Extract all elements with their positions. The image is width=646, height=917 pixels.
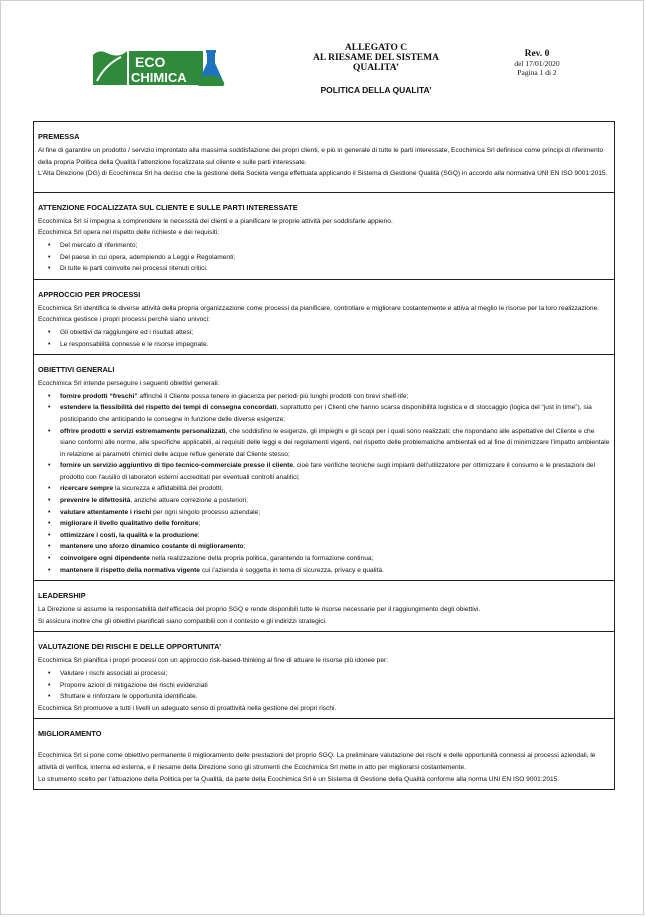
list-item: • Sfruttare e rinforzare le opportunità identificate. — [60, 691, 610, 703]
objective-keyword: fornire un servizio aggiuntivo di tipo tecnico-commerciale presso il cliente — [60, 462, 294, 470]
list-item: • Gli obiettivi da raggiungere ed i risultati attesi; — [60, 327, 610, 339]
paragraph: Ecochimica Srl intende perseguire i seguenti obiettivi generali: — [38, 380, 220, 388]
paragraph: Al fine di garantire un prodotto / servizio improntato alla massima soddisfazione dei propri clienti, e più in generale di tutte le parti interessate, Ecochimica Srl definisce come principi di riferimento della propria Politica della Qualità l’attenzione focalizzata sul cliente e sulle parti interessate. — [38, 147, 604, 166]
objective-keyword: mantenere uno sforzo dinamico costante di miglioramento — [60, 543, 244, 551]
objective-keyword: mantenere il rispetto della normativa vigente — [60, 566, 200, 574]
section-title: PREMESSA — [38, 132, 80, 141]
objective-text: nella realizzazione della propria politica, garantendo la formazione continua; — [149, 555, 374, 563]
objective-text: per ogni singolo processo aziendale; — [151, 508, 261, 516]
revision-date: del 17/01/2020 — [514, 59, 560, 68]
ecochimica-logo — [91, 47, 227, 87]
paragraph: Ecochimica Srl pianifica i propri processi con un approccio risk-based-thinking al fine di attuare le risorse più idonee per: — [38, 657, 389, 665]
list-item — [60, 518, 610, 530]
section-title: VALUTAZIONE DEI RISCHI E DELLE OPPORTUNITA’ — [38, 642, 222, 652]
list-item: • Proporre azioni di mitigazione dei rischi evidenziati — [60, 680, 610, 692]
logo-text-chimica: CHIMICA — [131, 70, 187, 85]
document-subtitle: POLITICA DELLA QUALITA’ — [320, 85, 432, 95]
section-attenzione-cliente — [34, 193, 614, 280]
list-item — [60, 460, 610, 483]
list-item — [60, 541, 610, 553]
list-item: • Di tutte le parti coinvolte nei processi ritenuti critici. — [60, 263, 610, 275]
document-header — [1, 1, 645, 121]
list-item — [60, 553, 610, 565]
paragraph: Ecochimica Srl promuove a tutti i livelli un adeguato senso di proattività nella gestione dei propri rischi. — [38, 704, 337, 712]
list-item — [60, 483, 610, 495]
list-item — [60, 391, 610, 403]
objective-text: ; — [198, 520, 201, 528]
list-item: • Del paese in cui opera, adempiendo a Leggi e Regolamenti; — [60, 252, 610, 264]
paragraph: Ecochimica gestisce i propri processi perché siano univoci: — [38, 316, 210, 324]
title-line-2: AL RIESAME DEL SISTEMA — [313, 53, 439, 63]
objective-text: la sicurezza e affidabilità dei prodotti; — [113, 485, 223, 493]
objective-text: cui l’azienda è soggetta in tema di sicurezza, privacy e qualità. — [199, 566, 384, 574]
objective-text: ; — [197, 531, 200, 539]
list-item — [60, 530, 610, 542]
paragraph: Si assicura inoltre che gli obiettivi pianificati siano compatibili con il contesto e gli indirizzi strategici. — [38, 617, 327, 625]
list-item — [60, 565, 610, 577]
objective-keyword: migliorare il livello qualitativo delle forniture — [60, 520, 199, 528]
list-item: • Le responsabilità connesse e le risorse impegnate. — [60, 339, 610, 351]
document-title — [291, 43, 461, 73]
list-item — [60, 495, 610, 507]
objective-keyword: valutare attentamente i rischi — [60, 508, 152, 516]
objective-text: , anziché attuare correzione a posteriori; — [130, 497, 249, 505]
bullet-list — [38, 668, 610, 703]
bullet-list — [38, 391, 610, 577]
list-item — [60, 426, 610, 461]
section-title: LEADERSHIP — [38, 591, 86, 601]
section-title: MIGLIORAMENTO — [38, 729, 102, 739]
revision-number: Rev. 0 — [524, 49, 550, 59]
list-item: • Del mercato di riferimento; — [60, 240, 610, 252]
page-number: Pagina 1 di 2 — [517, 67, 557, 77]
revision-block — [501, 49, 573, 77]
policy-sections — [33, 121, 615, 790]
paragraph: Ecochimica Srl si pone come obiettivo permanente il miglioramento delle prestazioni del proprio SGQ. La preliminare valutazione dei rischi e delle opportunità connessi ai processi aziendali, le attività di verifica, interna ed esterna, e il riesame della Direzione sono gli strumenti che Ecochimica Srl mette in atto per migliorarsi costantemente. — [38, 752, 596, 771]
objective-keyword: offrire prodotti e servizi estremamente personalizzati — [60, 427, 226, 435]
bullet-list — [38, 240, 610, 275]
objective-text: , cioè fare verifiche tecniche sugli impianti dell’utilizzatore per ottimizzare il consumo e le prestazioni del prodotto con l’ausilio di laboratori esterni accreditati per eventuali controlli analitici; — [60, 462, 596, 481]
section-obiettivi-generali — [34, 355, 614, 581]
title-line-3: QUALITA’ — [352, 63, 400, 73]
section-approccio-processi — [34, 280, 614, 355]
objective-text: , soprattutto per i Clienti che hanno scarsa disponibilità logistica e di stoccaggio (logica del “just in time”), sia posticipando che anticipando le consegne in funzione delle diverse esigenze; — [60, 404, 592, 423]
paragraph: Ecochimica Srl si impegna a comprendere le necessità dei clienti e a pianificare le proprie attività per soddisfarle appieno. — [38, 217, 393, 225]
objective-keyword: estendere la flessibilità del rispetto dei tempi di consegna concordati — [60, 404, 277, 412]
section-title: OBIETTIVI GENERALI — [38, 365, 115, 375]
title-line-1: ALLEGATO C — [344, 43, 408, 53]
paragraph: Ecochimica Srl opera nel rispetto delle richieste e dei requisiti: — [38, 229, 220, 237]
paragraph: La Direzione si assume la responsabilità dell’efficacia del proprio SGQ e rende disponibili tutte le risorse necessarie per il raggiungimento degli obiettivi. — [38, 606, 481, 614]
section-leadership — [34, 581, 614, 632]
objective-keyword: fornire prodotti “freschi” — [60, 392, 138, 400]
bullet-list — [38, 327, 610, 350]
list-item: • Valutare i rischi associati ai processi; — [60, 668, 610, 680]
section-title: APPROCCIO PER PROCESSI — [38, 289, 141, 299]
paragraph: Ecochimica Srl identifica le diverse attività della propria organizzazione come processi da pianificare, controllare e migliorare costantemente e attiva al meglio le risorse per la loro realizzazione. — [38, 304, 600, 312]
section-premessa — [34, 122, 614, 193]
objective-text: affinché il Cliente possa tenere in giacenza per periodi più lunghi prodotti con brevi shelf-life; — [137, 392, 409, 400]
objective-text: , che soddisfino le esigenze, gli impieghi e gli scopi per i quali sono realizzati; che rispondano alle aspettative del Cliente e che siano conformi alle norme, alle specifiche applicabili, ai requisiti delle leggi e dei regolamenti vigenti, nel rispetto delle problematiche ambientali ed al fine di minimizzare l’impatto ambientale in relazione ai parametri chimici delle acque reflue generate dal Cliente stesso; — [60, 427, 610, 458]
section-title: ATTENZIONE FOCALIZZATA SUL CLIENTE E SULLE PARTI INTERESSATE — [38, 202, 298, 212]
section-valutazione-rischi — [34, 632, 614, 719]
section-miglioramento — [34, 719, 614, 789]
objective-keyword: prevenire le difettosità — [60, 497, 131, 505]
objective-text: ; — [243, 543, 246, 551]
list-item — [60, 402, 610, 425]
objective-keyword: ottimizzare i costi, la qualità e la produzione — [60, 531, 198, 539]
list-item — [60, 507, 610, 519]
objective-keyword: ricercare sempre — [60, 485, 114, 493]
logo-text-eco: ECO — [135, 54, 166, 70]
paragraph: Lo strumento scelto per l’attuazione della Politica per la Qualità, da parte della Ecochimica Srl è un Sistema di Gestione della Qualità conforme alla norma UNI EN ISO 9001:2015. — [38, 775, 560, 783]
paragraph: L’Alta Direzione (DG) di Ecochimica Srl ha deciso che la gestione della Società venga effettuata applicando il Sistema di Gestione Qualità (SGQ) in accordo alla normativa UNI EN ISO 9001:2015. — [38, 170, 608, 178]
objective-keyword: coinvolgere ogni dipendente — [60, 555, 150, 563]
